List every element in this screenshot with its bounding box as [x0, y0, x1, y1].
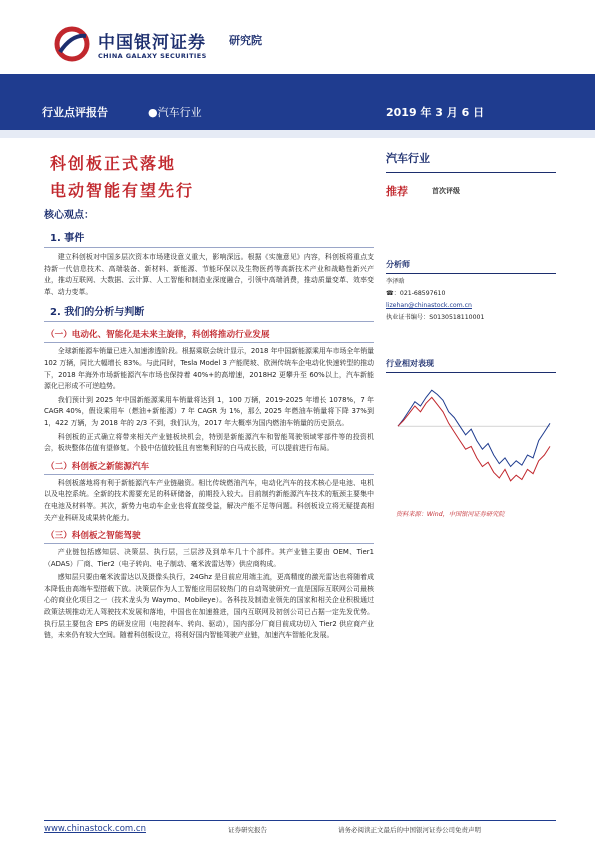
chart-source: 资料来源：Wind，中国银河证券研究院 — [396, 511, 505, 518]
analyst-name: 李泽晗 — [386, 278, 405, 285]
rating-note: 首次评级 — [432, 187, 460, 195]
subsection-title-trend: （一）电动化、智能化是未来主旋律，科创将推动行业发展 — [44, 326, 374, 343]
subsection-title-autonomous: （三）科创板之智能驾驶 — [44, 527, 374, 544]
banner-underline — [0, 130, 595, 138]
main-body — [44, 226, 374, 644]
report-date: 2019 年 3 月 6 日 — [386, 106, 485, 119]
rating-block — [386, 183, 556, 201]
footer-label: 证券研究报告 — [228, 826, 267, 834]
sidebar-industry: 汽车行业 — [386, 150, 556, 173]
chart-series-line-0 — [398, 390, 550, 466]
headline-1: 科创板正式落地 — [50, 154, 177, 173]
section-title-analysis: 2. 我们的分析与判断 — [44, 300, 374, 322]
section-title-event: 1. 事件 — [44, 226, 374, 248]
analyst-email-link[interactable]: lizehan@chinastock.com.cn — [386, 302, 472, 309]
brand-logo — [54, 24, 314, 68]
brand-dept: 研究院 — [229, 34, 262, 47]
paragraph: 全球新能源车销量已进入加速渗透阶段。根据乘联会统计显示，2018 年中国新能源乘用车市场全年销量 102 万辆，同比大幅增长 83%。与此同时，Tesla Model 3 产能爬坡、欧洲传统车企电动化快速转型的推动下，2018 年海外市场新能源汽车市场也保持着 40%+的高增速，2018H2 更攀升至 60%以上，汽车新能源化已形成不可逆趋势。 — [44, 347, 374, 391]
headline-2: 电动智能有望先行 — [50, 181, 195, 200]
chart-series-line-1 — [398, 397, 550, 481]
footer-rule — [44, 820, 556, 821]
paragraph: 科创板的正式确立将带来相关产业链板块机会，特别是新能源汽车和智能驾驶领域零部件等的投资机会，板块整体估值有望修复。个股中估值较低且有密集利好的白马成长股，可以提前进行布局。 — [44, 432, 374, 453]
report-type: 行业点评报告 — [42, 106, 108, 119]
galaxy-logo-icon — [54, 26, 90, 62]
paragraph: 产业链包括感知层、决策层、执行层，三层涉及到单车几十个部件。其产业链主要由 OEM、Tier1（ADAS）厂商、Tier2（电子转向、电子制动、毫米波雷达等）供应商构成。 — [44, 548, 374, 568]
paragraph: 科创板落地将有利于新能源汽车产业链融资。相比传统燃油汽车，电动化汽车的技术核心是电池、电机以及电控系统。全新的技术需要充足的科研储备，前期投入较大。目前制约新能源汽车技术的瓶颈主要集中在电池及材料等。其次，新势力电动车企业也将直接受益，解决产能不足等问题。科创板设立将无疑提高相关产业科研及成果转化能力。 — [44, 478, 374, 522]
sidebar — [386, 150, 556, 518]
paragraph: 建立科创板对中国多层次资本市场建设意义重大，影响深远。根据《实施意见》内容，科创板将重点支持新一代信息技术、高端装备、新材料、新能源、节能环保以及生物医药等高新技术产业和战略性新兴产业，推动互联网、大数据、云计算、人工智能和制造业深度融合，引领中高端消费，推动质量变革、效率变革、动力变革。 — [44, 253, 374, 296]
header-banner — [0, 74, 595, 130]
analyst-header: 分析师 — [386, 259, 556, 274]
brand-name-cn: 中国银河证券 — [98, 33, 206, 53]
subsection-title-nev: （二）科创板之新能源汽车 — [44, 458, 374, 475]
report-industry: ●汽车行业 — [148, 106, 202, 119]
performance-header: 行业相对表现 — [386, 358, 556, 373]
brand-name-en: CHINA GALAXY SECURITIES — [98, 52, 207, 60]
paragraph: 我们预计到 2025 年中国新能源乘用车销量将达到 1，100 万辆，2019-2025 年增长 1078%，7 年 CAGR 40%，假设乘用车（燃油+新能源）7 年 CAGR 为 1%，那么 2025 年燃油车销量将下降 37%到 1，422 万辆，为 2018 年的 2/3 不到，我们认为，2017 年大概率为国内燃油车销量的历史顶点。 — [44, 395, 374, 427]
footer-disclaimer: 请务必阅读正文最后的中国银河证券公司免责声明 — [338, 826, 481, 834]
paragraph: 感知层只要由毫米波雷达以及摄像头执行，24Ghz 是目前应用端主流，更高精度的激光雷达也将随着成本降低由高端车型搭载下放。决策层作为人工智能应用层较热门的自动驾驶研究一直是国际互联网公司最核心的商业化项目之一（技术龙头为 Waymo、Mobileye）。各科技及制造业领先的国家和相关企业积极通过政策法规推动无人驾驶技术发展和落地，中国也在加速推进，国内互联网及初创公司已占据一定先发优势。执行层主要包含 EPS 的研发应用（电控刹车、转向、驱动），国内部分厂商目前成功切入 Tier2 供应商产业链，未来仍有较大空间。随着科创板设立，将利好国内智能驾驶产业链，加速汽车智能化发展。 — [44, 573, 374, 640]
analyst-phone: ☎：021-68597610 — [386, 290, 446, 297]
core-label: 核心观点： — [44, 210, 94, 221]
rating-value: 推荐 — [386, 185, 408, 198]
analyst-license: 执业证书编号：S0130518110001 — [386, 314, 485, 321]
footer-website-link[interactable]: www.chinastock.com.cn — [44, 824, 146, 834]
relative-performance-chart — [386, 377, 556, 501]
